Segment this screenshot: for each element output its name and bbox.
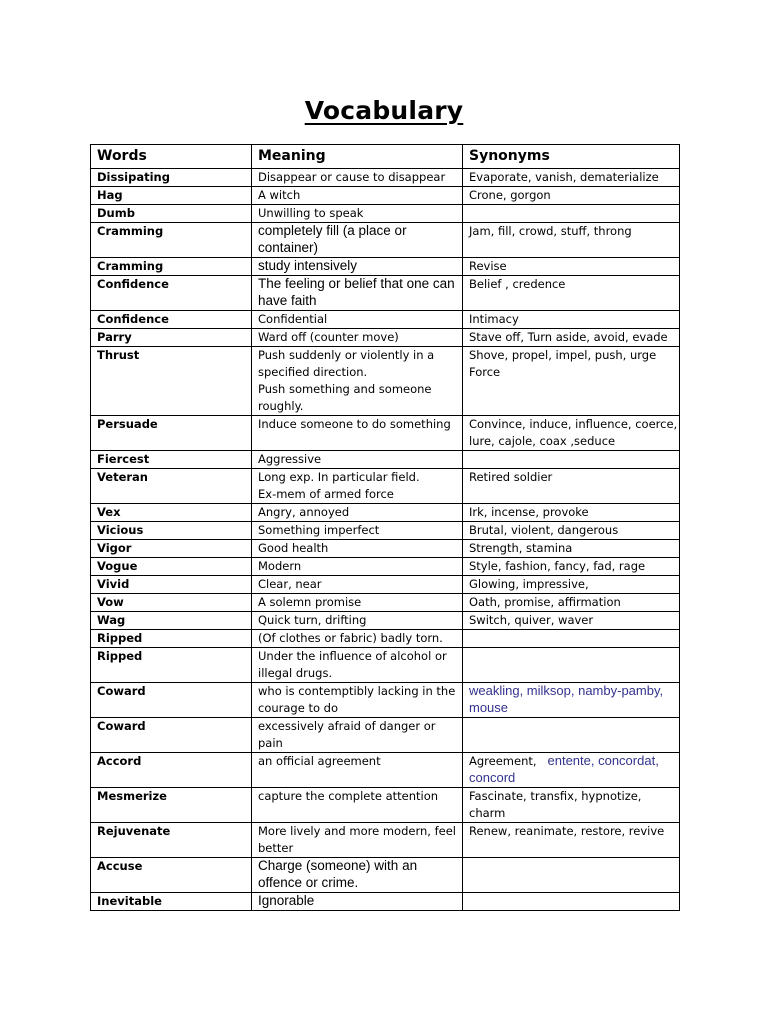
table-row [91, 205, 680, 223]
table-row [91, 612, 680, 630]
synonyms-cell [463, 753, 680, 788]
synonyms-cell: Fascinate, transfix, hypnotize, charm [463, 788, 680, 823]
meaning-line: Push suddenly or violently in a specified direction. [258, 348, 435, 379]
table-row [91, 823, 680, 858]
word-cell: Vogue [91, 558, 252, 576]
word-cell: Inevitable [91, 893, 252, 911]
meaning-cell: Modern [252, 558, 463, 576]
word-cell: Dissipating [91, 169, 252, 187]
word-cell: Fiercest [91, 451, 252, 469]
table-row [91, 187, 680, 205]
table-row [91, 504, 680, 522]
meaning-cell [252, 223, 463, 258]
table-row [91, 648, 680, 683]
meaning-cell: excessively afraid of danger or pain [252, 718, 463, 753]
meaning-cell: Under the influence of alcohol or illegal drugs. [252, 648, 463, 683]
header-meaning: Meaning [252, 145, 463, 169]
synonyms-cell [463, 630, 680, 648]
meaning-cell: A witch [252, 187, 463, 205]
meaning-cell: Unwilling to speak [252, 205, 463, 223]
table-row [91, 576, 680, 594]
table-row [91, 718, 680, 753]
synonyms-cell [463, 858, 680, 893]
synonyms-cell: Style, fashion, fancy, fad, rage [463, 558, 680, 576]
synonyms-cell [463, 893, 680, 911]
word-cell: Vivid [91, 576, 252, 594]
meaning-cell: an official agreement [252, 753, 463, 788]
word-cell: Accuse [91, 858, 252, 893]
table-row [91, 540, 680, 558]
synonyms-cell: Revise [463, 258, 680, 276]
word-cell: Mesmerize [91, 788, 252, 823]
meaning-cell: Aggressive [252, 451, 463, 469]
table-row [91, 858, 680, 893]
meaning-cell: (Of clothes or fabric) badly torn. [252, 630, 463, 648]
meaning-cell: capture the complete attention [252, 788, 463, 823]
header-synonyms: Synonyms [463, 145, 680, 169]
table-header-row [91, 145, 680, 169]
table-row [91, 329, 680, 347]
synonyms-cell [463, 718, 680, 753]
table-row [91, 416, 680, 451]
synonyms-cell: Renew, reanimate, restore, revive [463, 823, 680, 858]
word-cell: Vicious [91, 522, 252, 540]
table-row [91, 788, 680, 823]
synonyms-cell: Intimacy [463, 311, 680, 329]
meaning-text: completely fill (a place or container) [258, 223, 407, 255]
table-row [91, 594, 680, 612]
word-cell: Coward [91, 718, 252, 753]
word-cell: Coward [91, 683, 252, 718]
meaning-cell: Ward off (counter move) [252, 329, 463, 347]
word-cell: Cramming [91, 223, 252, 258]
meaning-cell [252, 469, 463, 504]
meaning-line: Ex-mem of armed force [258, 487, 394, 501]
word-cell: Confidence [91, 276, 252, 311]
meaning-text: Ignorable [258, 893, 315, 908]
word-cell: Dumb [91, 205, 252, 223]
word-cell: Parry [91, 329, 252, 347]
meaning-cell: Quick turn, drifting [252, 612, 463, 630]
table-row [91, 451, 680, 469]
meaning-cell [252, 347, 463, 416]
meaning-cell [252, 276, 463, 311]
synonyms-cell: Jam, fill, crowd, stuff, throng [463, 223, 680, 258]
meaning-line: Long exp. In particular field. [258, 470, 420, 484]
meaning-cell: Confidential [252, 311, 463, 329]
meaning-cell: Clear, near [252, 576, 463, 594]
synonyms-cell: Convince, induce, influence, coerce, lure, cajole, coax ,seduce [463, 416, 680, 451]
meaning-cell: Disappear or cause to disappear [252, 169, 463, 187]
meaning-cell [252, 258, 463, 276]
synonyms-link-text: entente, concordat, concord [469, 753, 659, 785]
synonyms-cell: Oath, promise, affirmation [463, 594, 680, 612]
meaning-cell: Good health [252, 540, 463, 558]
meaning-text: Charge (someone) with an offence or crime. [258, 858, 418, 890]
word-cell: Ripped [91, 648, 252, 683]
synonyms-cell [463, 683, 680, 718]
table-row [91, 258, 680, 276]
synonyms-cell [463, 205, 680, 223]
word-cell: Rejuvenate [91, 823, 252, 858]
word-cell: Vigor [91, 540, 252, 558]
table-row [91, 311, 680, 329]
word-cell: Persuade [91, 416, 252, 451]
synonyms-cell: Crone, gorgon [463, 187, 680, 205]
meaning-text: The feeling or belief that one can have faith [258, 276, 455, 308]
synonyms-cell: Evaporate, vanish, dematerialize [463, 169, 680, 187]
meaning-cell [252, 893, 463, 911]
synonyms-cell: Stave off, Turn aside, avoid, evade [463, 329, 680, 347]
synonyms-cell: Retired soldier [463, 469, 680, 504]
synonyms-prefix: Agreement, [469, 754, 537, 768]
synonyms-cell [463, 648, 680, 683]
table-row [91, 347, 680, 416]
table-row [91, 223, 680, 258]
meaning-cell: Angry, annoyed [252, 504, 463, 522]
word-cell: Vex [91, 504, 252, 522]
word-cell: Cramming [91, 258, 252, 276]
meaning-cell: A solemn promise [252, 594, 463, 612]
header-words: Words [91, 145, 252, 169]
synonyms-cell [463, 451, 680, 469]
meaning-cell: Induce someone to do something [252, 416, 463, 451]
table-row [91, 169, 680, 187]
table-row [91, 630, 680, 648]
word-cell: Hag [91, 187, 252, 205]
synonyms-cell: Shove, propel, impel, push, urge Force [463, 347, 680, 416]
table-row [91, 893, 680, 911]
meaning-cell: who is contemptibly lacking in the courage to do [252, 683, 463, 718]
meaning-cell: Something imperfect [252, 522, 463, 540]
meaning-cell: More lively and more modern, feel better [252, 823, 463, 858]
table-row [91, 753, 680, 788]
synonyms-cell: Irk, incense, provoke [463, 504, 680, 522]
word-cell: Confidence [91, 311, 252, 329]
word-cell: Vow [91, 594, 252, 612]
table-row [91, 558, 680, 576]
table-row [91, 683, 680, 718]
word-cell: Veteran [91, 469, 252, 504]
page-title: Vocabulary [304, 96, 464, 125]
synonyms-link-text: weakling, milksop, namby-pamby, mouse [469, 683, 664, 715]
meaning-cell [252, 858, 463, 893]
synonyms-cell: Strength, stamina [463, 540, 680, 558]
word-cell: Accord [91, 753, 252, 788]
meaning-text: study intensively [258, 258, 358, 273]
table-row [91, 276, 680, 311]
word-cell: Ripped [91, 630, 252, 648]
vocabulary-table [90, 144, 680, 911]
synonyms-cell: Brutal, violent, dangerous [463, 522, 680, 540]
synonyms-cell: Switch, quiver, waver [463, 612, 680, 630]
synonyms-cell: Glowing, impressive, [463, 576, 680, 594]
synonyms-cell: Belief , credence [463, 276, 680, 311]
table-row [91, 469, 680, 504]
meaning-line: Push something and someone roughly. [258, 382, 432, 413]
word-cell: Thrust [91, 347, 252, 416]
table-row [91, 522, 680, 540]
word-cell: Wag [91, 612, 252, 630]
